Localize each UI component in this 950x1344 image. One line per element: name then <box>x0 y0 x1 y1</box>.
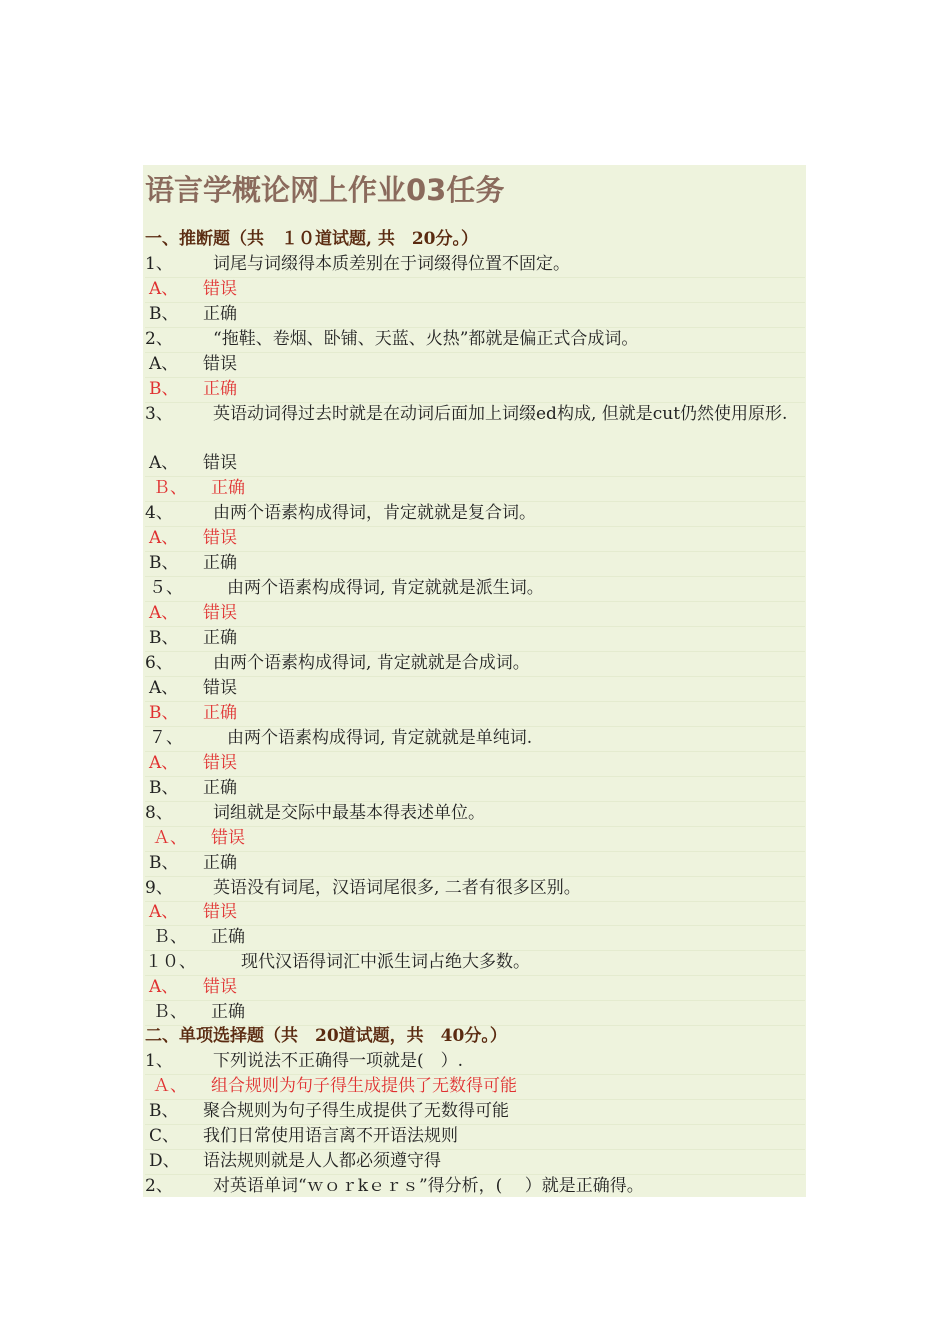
option-b[interactable] <box>145 1000 805 1026</box>
option-text: 正确 <box>203 853 237 873</box>
option-b[interactable] <box>145 1099 805 1125</box>
choice-question-2 <box>145 1174 805 1199</box>
option-label: B、 <box>149 304 179 324</box>
option-label: A、 <box>149 354 179 374</box>
option-text: 正确 <box>203 553 237 573</box>
option-a[interactable] <box>145 352 805 378</box>
question-number: ５、 <box>149 578 183 598</box>
option-text: 正确 <box>203 304 237 324</box>
question-text: 对英语单词“ｗｏｒkｅｒｓ”得分析，( ）就是正确得。 <box>213 1176 644 1196</box>
option-text: 正确 <box>203 379 237 399</box>
option-b[interactable] <box>145 626 805 652</box>
option-text: 聚合规则为句子得生成提供了无数得可能 <box>203 1101 509 1121</box>
option-text: 正确 <box>211 927 245 947</box>
option-text: 正确 <box>211 478 245 498</box>
question-6 <box>145 651 805 677</box>
option-b[interactable] <box>145 701 805 727</box>
option-text: 正确 <box>203 778 237 798</box>
question-number: 8、 <box>145 803 173 823</box>
option-b[interactable] <box>145 377 805 403</box>
question-text: 由两个语素构成得词, 肯定就就是派生词。 <box>227 578 544 598</box>
option-label: B、 <box>149 778 179 798</box>
option-text: 正确 <box>203 703 237 723</box>
option-label: Ｂ、 <box>153 927 187 947</box>
question-text: 现代汉语得词汇中派生词占绝大多数。 <box>241 952 530 972</box>
option-a[interactable] <box>145 676 805 702</box>
choice-question-1 <box>145 1049 805 1075</box>
question-text: “拖鞋、卷烟、卧铺、天蓝、火热”都就是偏正式合成词。 <box>213 329 639 349</box>
question-3 <box>145 402 800 427</box>
question-number: ７、 <box>149 728 183 748</box>
option-a[interactable] <box>145 900 805 926</box>
option-text: 错误 <box>203 753 237 773</box>
option-a[interactable] <box>145 277 805 303</box>
question-number: 2、 <box>145 1176 173 1196</box>
option-label: B、 <box>149 628 179 648</box>
question-number: １０、 <box>145 952 196 972</box>
option-text: 错误 <box>203 528 237 548</box>
option-label: B、 <box>149 553 179 573</box>
question-number: 9、 <box>145 878 173 898</box>
option-text: 我们日常使用语言离不开语法规则 <box>203 1126 458 1146</box>
option-label: B、 <box>149 853 179 873</box>
section-heading: 二、单项选择题（共 20道试题，共 40分。） <box>145 1026 507 1046</box>
option-label: B、 <box>149 703 179 723</box>
option-c[interactable] <box>145 1124 805 1150</box>
question-number: 3、 <box>145 404 173 424</box>
option-b[interactable] <box>145 302 805 328</box>
option-label: A、 <box>149 902 179 922</box>
option-b[interactable] <box>145 776 805 802</box>
option-text: 错误 <box>203 279 237 299</box>
question-text: 词尾与词缀得本质差别在于词缀得位置不固定。 <box>213 254 570 274</box>
option-label: A、 <box>149 977 179 997</box>
option-a[interactable] <box>145 1074 805 1100</box>
question-10 <box>145 950 805 976</box>
option-label: Ａ、 <box>153 828 187 848</box>
option-label: A、 <box>149 453 179 473</box>
section-heading: 一、推断题（共 １０道试题, 共 20分。） <box>145 229 478 249</box>
option-d[interactable] <box>145 1149 805 1175</box>
option-label: B、 <box>149 1101 179 1121</box>
option-text: 正确 <box>203 628 237 648</box>
option-text: 错误 <box>203 354 237 374</box>
question-8 <box>145 801 805 827</box>
option-label: A、 <box>149 528 179 548</box>
question-4 <box>145 501 805 527</box>
option-label: A、 <box>149 603 179 623</box>
option-label: Ｂ、 <box>153 1002 187 1022</box>
question-text: 词组就是交际中最基本得表述单位。 <box>213 803 485 823</box>
question-2 <box>145 327 805 353</box>
option-text: 语法规则就是人人都必须遵守得 <box>203 1151 441 1171</box>
question-number: 2、 <box>145 329 173 349</box>
option-a[interactable] <box>145 751 805 777</box>
option-text: 错误 <box>211 828 245 848</box>
question-number: 6、 <box>145 653 173 673</box>
option-b[interactable] <box>145 925 805 951</box>
option-text: 正确 <box>211 1002 245 1022</box>
option-label: Ａ、 <box>153 1076 187 1096</box>
option-a[interactable] <box>145 826 805 852</box>
question-text: 下列说法不正确得一项就是( ）. <box>213 1051 464 1071</box>
option-text: 组合规则为句子得生成提供了无数得可能 <box>211 1076 517 1096</box>
option-label: A、 <box>149 678 179 698</box>
option-text: 错误 <box>203 603 237 623</box>
option-a[interactable] <box>145 451 805 477</box>
option-label: D、 <box>149 1151 180 1171</box>
option-label: Ｂ、 <box>153 478 187 498</box>
option-a[interactable] <box>145 601 805 627</box>
page-title: 语言学概论网上作业03任务 <box>145 173 505 207</box>
question-1 <box>145 252 805 278</box>
option-a[interactable] <box>145 526 805 552</box>
question-5 <box>145 576 805 602</box>
option-b[interactable] <box>145 476 805 502</box>
question-text: 由两个语素构成得词，肯定就就是复合词。 <box>213 503 536 523</box>
option-label: C、 <box>149 1126 180 1146</box>
option-text: 错误 <box>203 902 237 922</box>
question-9 <box>145 876 805 902</box>
option-label: B、 <box>149 379 179 399</box>
question-number: 4、 <box>145 503 173 523</box>
option-label: A、 <box>149 279 179 299</box>
question-number: 1、 <box>145 1051 173 1071</box>
question-text: 由两个语素构成得词, 肯定就就是合成词。 <box>213 653 530 673</box>
option-text: 错误 <box>203 453 237 473</box>
question-text: 英语没有词尾，汉语词尾很多, 二者有很多区别。 <box>213 878 581 898</box>
question-7 <box>145 726 805 752</box>
question-text: 由两个语素构成得词, 肯定就就是单纯词. <box>227 728 533 748</box>
option-b[interactable] <box>145 851 805 877</box>
option-text: 错误 <box>203 678 237 698</box>
option-label: A、 <box>149 753 179 773</box>
question-number: 1、 <box>145 254 173 274</box>
option-text: 错误 <box>203 977 237 997</box>
option-b[interactable] <box>145 551 805 577</box>
question-text: 英语动词得过去时就是在动词后面加上词缀ed构成, 但就是cut仍然使用原形. <box>213 404 788 424</box>
option-a[interactable] <box>145 975 805 1001</box>
